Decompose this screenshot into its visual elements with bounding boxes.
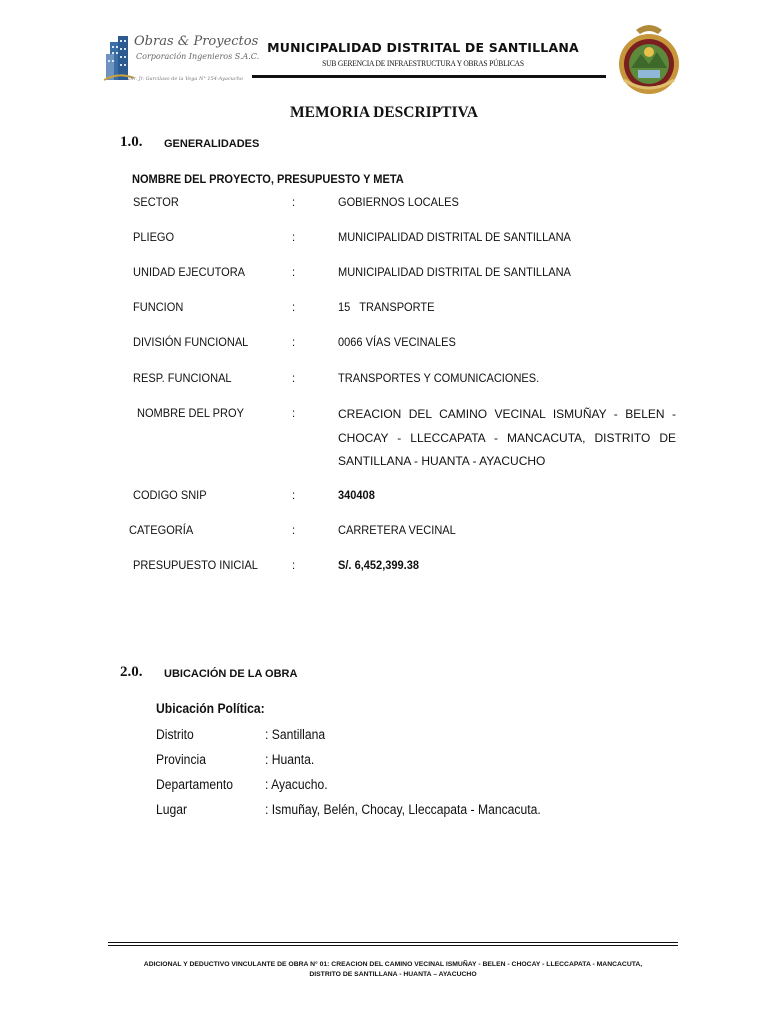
row-colon: : [292, 558, 296, 572]
row-label-funcion: FUNCION [133, 300, 184, 314]
header-rule [252, 75, 606, 78]
loc-value-lugar: : Ismuñay, Belén, Chocay, Lleccapata - Mancacuta. [265, 802, 541, 817]
footer-rule [108, 942, 678, 943]
section-1-label: GENERALIDADES [164, 138, 260, 150]
footer-rule [108, 945, 678, 946]
row-value-categoria: CARRETERA VECINAL [338, 523, 456, 537]
row-label-categoria: CATEGORÍA [129, 523, 194, 537]
row-colon: : [292, 371, 296, 385]
loc-value-departamento: : Ayacucho. [265, 777, 328, 792]
logo-tagline: Dir. Jr. Garcilaso de la Vega N° 154-Ayacucho [128, 76, 243, 82]
footer-text [108, 960, 678, 980]
row-colon: : [292, 195, 296, 209]
section-2-label: UBICACIÓN DE LA OBRA [164, 668, 298, 680]
building-logo-icon [104, 32, 134, 82]
row-colon: : [292, 300, 296, 314]
row-value-presupuesto-inicial: S/. 6,452,399.38 [338, 558, 420, 572]
section-1-subheading: NOMBRE DEL PROYECTO, PRESUPUESTO Y META [132, 172, 404, 186]
sub-office-name: SUB GERENCIA DE INFRAESTRUCTURA Y OBRAS PÚBLICAS [322, 58, 524, 68]
loc-value-distrito: : Santillana [265, 727, 326, 742]
loc-label-departamento: Departamento [156, 777, 234, 792]
row-colon: : [292, 406, 296, 420]
loc-label-distrito: Distrito [156, 727, 194, 742]
row-label-unidad-ejecutora: UNIDAD EJECUTORA [133, 265, 246, 279]
row-colon: : [292, 488, 296, 502]
municipality-name: MUNICIPALIDAD DISTRITAL DE SANTILLANA [267, 40, 579, 55]
row-value-resp-funcional: TRANSPORTES Y COMUNICACIONES. [338, 371, 540, 385]
row-label-presupuesto-inicial: PRESUPUESTO INICIAL [133, 558, 258, 572]
row-value-pliego: MUNICIPALIDAD DISTRITAL DE SANTILLANA [338, 230, 571, 244]
row-label-sector: SECTOR [133, 195, 179, 209]
row-colon: : [292, 335, 296, 349]
logo-brand: Obras & Proyectos [134, 34, 259, 49]
row-value-unidad-ejecutora: MUNICIPALIDAD DISTRITAL DE SANTILLANA [338, 265, 571, 279]
row-value-nombre-proyecto: CREACION DEL CAMINO VECINAL ISMUÑAY - BELEN - CHOCAY - LLECCAPATA - MANCACUTA, DISTRITO DE SANTILLANA - HUANTA - AYACUCHO [338, 407, 676, 468]
logo-subtitle: Corporación Ingenieros S.A.C. [136, 52, 260, 61]
document-title: MEMORIA DESCRIPTIVA [290, 104, 478, 121]
section-2-number: 2.0. [120, 664, 143, 680]
row-label-pliego: PLIEGO [133, 230, 175, 244]
row-colon: : [292, 230, 296, 244]
row-value-funcion: 15 TRANSPORTE [338, 300, 435, 314]
row-colon: : [292, 265, 296, 279]
footer-line-2: DISTRITO DE SANTILLANA - HUANTA – AYACUCHO [309, 971, 477, 978]
loc-label-lugar: Lugar [156, 802, 188, 817]
row-value-division-funcional: 0066 VÍAS VECINALES [338, 335, 456, 349]
section-1-number: 1.0. [120, 134, 143, 150]
loc-label-provincia: Provincia [156, 752, 206, 767]
row-label-division-funcional: DIVISIÓN FUNCIONAL [133, 335, 249, 349]
row-colon: : [292, 523, 296, 537]
municipal-seal-icon [614, 22, 684, 96]
footer-line-1: ADICIONAL Y DEDUCTIVO VINCULANTE DE OBRA N° 01: CREACION DEL CAMINO VECINAL ISMUÑAY - BELEN - CHOCAY - LLECCAPATA - MANCACUTA, [143, 961, 643, 968]
loc-value-provincia: : Huanta. [265, 752, 315, 767]
section-2-subheading: Ubicación Política: [156, 701, 265, 716]
row-value-codigo-snip: 340408 [338, 488, 375, 502]
row-label-codigo-snip: CODIGO SNIP [133, 488, 207, 502]
row-value-sector: GOBIERNOS LOCALES [338, 195, 459, 209]
row-label-resp-funcional: RESP. FUNCIONAL [133, 371, 232, 385]
company-logo [100, 26, 260, 92]
row-label-nombre-proyecto: NOMBRE DEL PROY [137, 406, 244, 420]
